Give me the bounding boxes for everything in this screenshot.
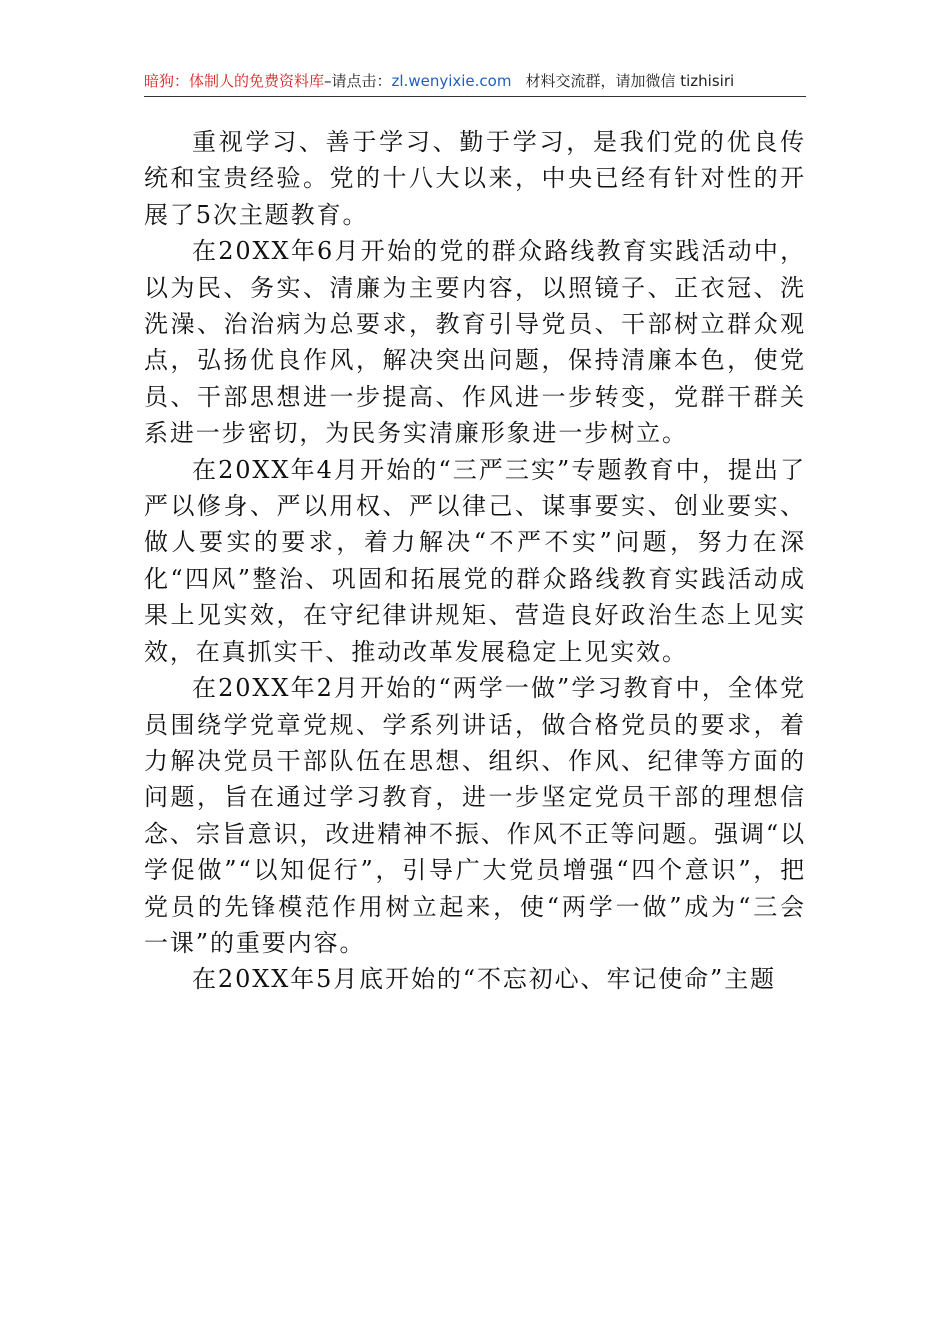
paragraph-intro: 重视学习、善于学习、勤于学习，是我们党的优良传统和宝贵经验。党的十八大以来，中央已经有针对性的开展了5次主题教育。: [144, 128, 806, 229]
site-link[interactable]: zl.wenyixie.com: [391, 72, 512, 90]
page-header: [144, 68, 806, 97]
click-hint: –请点击：: [324, 72, 392, 90]
paragraph-three-stricts: 在20XX年4月开始的“三严三实”专题教育中，提出了严以修身、严以用权、严以律己、谋事要实、创业要实、做人要实的要求，着力解决“不严不实”问题，努力在深化“四风”整治、巩固和拓展党的群众路线教育实践活动成果上见实效，在守纪律讲规矩、营造良好政治生态上见实效，在真抓实干、推动改革发展稳定上见实效。: [144, 455, 806, 666]
document-body: [144, 124, 806, 998]
paragraph-original-mission: 在20XX年5月底开始的“不忘初心、牢记使命”主题: [192, 965, 777, 994]
paragraph-two-studies: 在20XX年2月开始的“两学一做”学习教育中，全体党员围绕学党章党规、学系列讲话，做合格党员的要求，着力解决党员干部队伍在思想、组织、作风、纪律等方面的问题，旨在通过学习教育，进一步坚定党员干部的理想信念、宗旨意识，改进精神不振、作风不正等问题。强调“以学促做”“以知促行”，引导广大党员增强“四个意识”，把党员的先锋模范作用树立起来，使“两学一做”成为“三会一课”的重要内容。: [144, 674, 806, 957]
paragraph-mass-line: 在20XX年6月开始的党的群众路线教育实践活动中，以为民、务实、清廉为主要内容，以照镜子、正衣冠、洗洗澡、治治病为总要求，教育引导党员、干部树立群众观点，弘扬优良作风，解决突出问题，保持清廉本色，使党员、干部思想进一步提高、作风进一步转变，党群干群关系进一步密切，为民务实清廉形象进一步树立。: [144, 237, 806, 448]
wechat-note: 材料交流群，请加微信 tizhisiri: [525, 72, 735, 90]
site-name: 暗狗：体制人的免费资料库: [144, 72, 325, 90]
